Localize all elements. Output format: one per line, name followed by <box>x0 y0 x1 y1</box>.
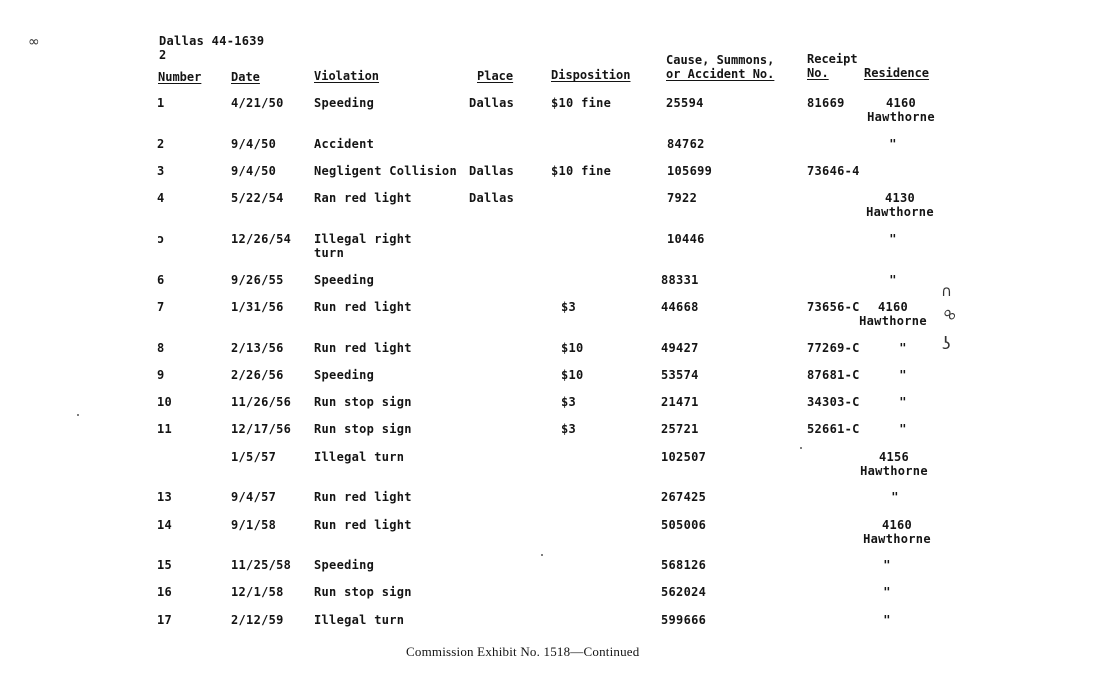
cell-number: 16 <box>157 585 173 599</box>
cell-residence: " <box>891 490 899 504</box>
cell-violation: Run red light <box>314 490 412 504</box>
cell-date: 12/26/54 <box>231 232 292 246</box>
cell-cause: 25721 <box>661 422 699 436</box>
cell-number: 4 <box>157 191 165 205</box>
cell-residence: " <box>899 422 907 436</box>
cell-receipt: 34303-C <box>807 395 860 409</box>
cell-receipt: 73656-C <box>807 300 860 314</box>
cell-number: 9 <box>157 368 165 382</box>
cell-number: 2 <box>157 137 165 151</box>
cell-date: 2/26/56 <box>231 368 284 382</box>
margin-handwriting-2: ∞ <box>937 301 962 328</box>
cell-violation: Run stop sign <box>314 422 412 436</box>
margin-handwriting-3: ʖ <box>942 334 951 354</box>
header-cause-line2: or Accident No. <box>666 67 775 81</box>
cell-violation: Accident <box>314 137 375 151</box>
cell-cause: 505006 <box>661 518 707 532</box>
cell-residence: 4130 Hawthorne <box>866 191 934 219</box>
cell-violation: Negligent Collision <box>314 164 457 178</box>
cell-cause: 84762 <box>667 137 705 151</box>
cell-date: 9/4/57 <box>231 490 277 504</box>
speck <box>77 414 79 416</box>
cell-cause: 599666 <box>661 613 707 627</box>
cell-receipt: 73646-4 <box>807 164 860 178</box>
exhibit-caption: Commission Exhibit No. 1518—Continued <box>406 644 640 659</box>
cell-cause: 10446 <box>667 232 705 246</box>
cell-residence: " <box>899 395 907 409</box>
cell-cause: 21471 <box>661 395 699 409</box>
cell-cause: 25594 <box>666 96 704 110</box>
cell-date: 11/26/56 <box>231 395 292 409</box>
cell-cause: 105699 <box>667 164 713 178</box>
cell-residence: " <box>899 368 907 382</box>
cell-number: 7 <box>157 300 165 314</box>
cell-residence: 4160 Hawthorne <box>867 96 935 124</box>
cell-violation: Run stop sign <box>314 585 412 599</box>
cell-date: 9/4/50 <box>231 164 277 178</box>
speck <box>541 554 543 556</box>
cell-violation: Run red light <box>314 518 412 532</box>
cell-violation: Run stop sign <box>314 395 412 409</box>
cell-cause: 88331 <box>661 273 699 287</box>
cell-violation: Speeding <box>314 96 375 110</box>
cell-number: 3 <box>157 164 165 178</box>
cell-violation: Illegal turn <box>314 450 405 464</box>
page-number: 2 <box>159 48 167 62</box>
cell-number: 11 <box>157 422 173 436</box>
cell-residence: " <box>889 273 897 287</box>
cell-date: 9/1/58 <box>231 518 277 532</box>
cell-residence: " <box>883 558 891 572</box>
cell-disposition: $10 fine <box>551 96 612 110</box>
cell-violation: Run red light <box>314 300 412 314</box>
cell-date: 12/1/58 <box>231 585 284 599</box>
cell-cause: 102507 <box>661 450 707 464</box>
cell-residence: " <box>889 232 897 246</box>
cell-disposition: $10 fine <box>551 164 612 178</box>
cell-receipt: 81669 <box>807 96 845 110</box>
cell-cause: 44668 <box>661 300 699 314</box>
cell-violation: Speeding <box>314 558 375 572</box>
cell-violation: Speeding <box>314 368 375 382</box>
margin-handwriting-1: ∩ <box>941 282 952 300</box>
cell-date: 11/25/58 <box>231 558 292 572</box>
cell-disposition: $3 <box>561 300 577 314</box>
cell-number: 6 <box>157 273 165 287</box>
cell-date: 9/4/50 <box>231 137 277 151</box>
cell-date: 5/22/54 <box>231 191 284 205</box>
cell-place: Dallas <box>469 191 515 205</box>
cell-cause: 49427 <box>661 341 699 355</box>
cell-residence: " <box>899 341 907 355</box>
corner-mark: ∞ <box>28 34 40 50</box>
cell-residence: 4160 Hawthorne <box>863 518 931 546</box>
cell-date: 1/31/56 <box>231 300 284 314</box>
cell-cause: 53574 <box>661 368 699 382</box>
header-place: Place <box>477 69 514 83</box>
cell-receipt: 87681-C <box>807 368 860 382</box>
cell-date: 2/13/56 <box>231 341 284 355</box>
cell-number: 13 <box>157 490 173 504</box>
cell-number: 10 <box>157 395 173 409</box>
header-receipt-line2: No. <box>807 66 829 80</box>
cell-number: 17 <box>157 613 173 627</box>
cell-date: 1/5/57 <box>231 450 277 464</box>
header-number: Number <box>158 70 202 84</box>
cell-disposition: $3 <box>561 422 577 436</box>
cell-cause: 562024 <box>661 585 707 599</box>
cell-violation: Illegal turn <box>314 613 405 627</box>
cell-number: 8 <box>157 341 165 355</box>
cell-disposition: $3 <box>561 395 577 409</box>
cell-residence: 4156 Hawthorne <box>860 450 928 478</box>
cell-residence: " <box>883 613 891 627</box>
cell-date: 2/12/59 <box>231 613 284 627</box>
header-date: Date <box>231 70 260 84</box>
cell-cause: 568126 <box>661 558 707 572</box>
cell-date: 12/17/56 <box>231 422 292 436</box>
header-cause-line1: Cause, Summons, <box>666 53 775 67</box>
cell-violation: Speeding <box>314 273 375 287</box>
cell-violation: Illegal right turn <box>314 232 412 260</box>
header-residence: Residence <box>864 66 930 80</box>
cell-number: 1 <box>157 96 165 110</box>
cell-date: 9/26/55 <box>231 273 284 287</box>
cell-residence: " <box>889 137 897 151</box>
cell-date: 4/21/50 <box>231 96 284 110</box>
cell-place: Dallas <box>469 96 515 110</box>
file-reference: Dallas 44-1639 <box>159 34 265 48</box>
cell-residence: 4160 Hawthorne <box>859 300 927 328</box>
cell-receipt: 52661-C <box>807 422 860 436</box>
speck <box>800 447 802 449</box>
cell-cause: 7922 <box>667 191 698 205</box>
cell-number: 15 <box>157 558 173 572</box>
cell-receipt: 77269-C <box>807 341 860 355</box>
header-violation: Violation <box>314 69 380 83</box>
cell-cause: 267425 <box>661 490 707 504</box>
header-receipt-line1: Receipt <box>807 52 858 66</box>
cell-number: ɔ <box>157 232 165 246</box>
cell-residence: " <box>883 585 891 599</box>
cell-violation: Ran red light <box>314 191 412 205</box>
cell-disposition: $10 <box>561 341 584 355</box>
cell-number: 14 <box>157 518 173 532</box>
cell-violation: Run red light <box>314 341 412 355</box>
cell-place: Dallas <box>469 164 515 178</box>
cell-disposition: $10 <box>561 368 584 382</box>
header-disposition: Disposition <box>551 68 631 82</box>
